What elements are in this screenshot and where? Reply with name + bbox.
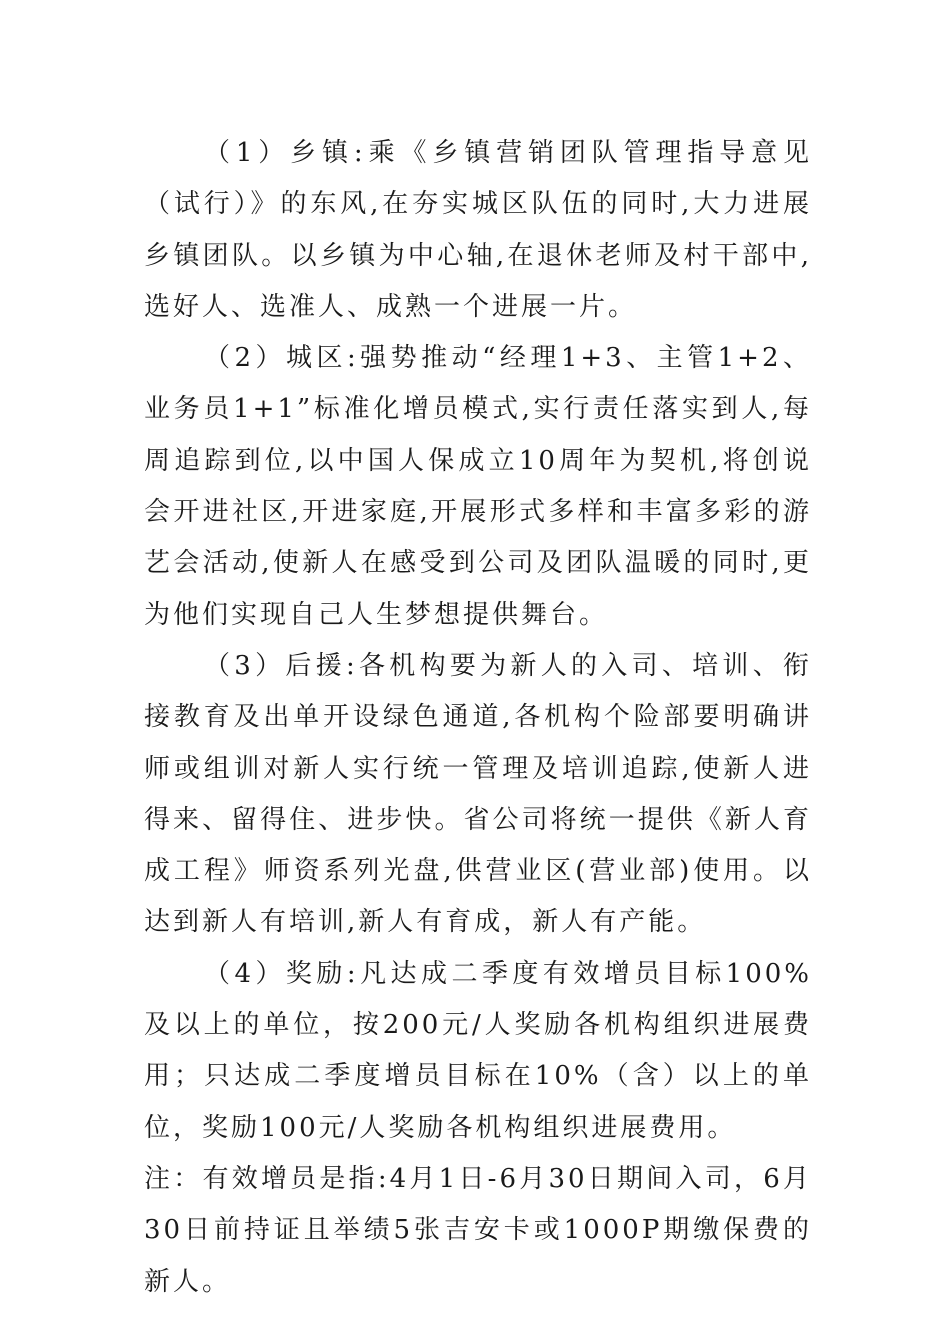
paragraph-township: （1）乡镇:乘《乡镇营销团队管理指导意见（试行）》的东风,在夯实城区队伍的同时,大力进展乡镇团队。以乡镇为中心轴,在退休老师及村干部中,选好人、选准人、成熟一个进展一片。	[144, 138, 812, 322]
paragraph-urban-district: （2）城区:强势推动“经理1+3、主管1+2、业务员1+1”标准化增员模式,实行责任落实到人,每周追踪到位,以中国人保成立10周年为契机,将创说会开进社区,开进家庭,开展形式多样和丰富多彩的游艺会活动,使新人在感受到公司及团队温暖的同时,更为他们实现自己人生梦想提供舞台。	[144, 343, 812, 630]
note-paragraph: 注：有效增员是指:4月1日-6月30日期间入司，6月30日前持证且举绩5张吉安卡或1000P期缴保费的新人。	[144, 1163, 812, 1297]
paragraph-rewards: （4）奖励:凡达成二季度有效增员目标100%及以上的单位，按200元/人奖励各机构组织进展费用；只达成二季度增员目标在10%（含）以上的单位，奖励100元/人奖励各机构组织进展费用。	[144, 958, 812, 1143]
paragraph-back-office-support: （3）后援:各机构要为新人的入司、培训、衔接教育及出单开设绿色通道,各机构个险部要明确讲师或组训对新人实行统一管理及培训追踪,使新人进得来、留得住、进步快。省公司将统一提供《新人育成工程》师资系列光盘,供营业区(营业部)使用。以达到新人有培训,新人有育成，新人有产能。	[144, 650, 812, 938]
document-body	[144, 128, 812, 1308]
